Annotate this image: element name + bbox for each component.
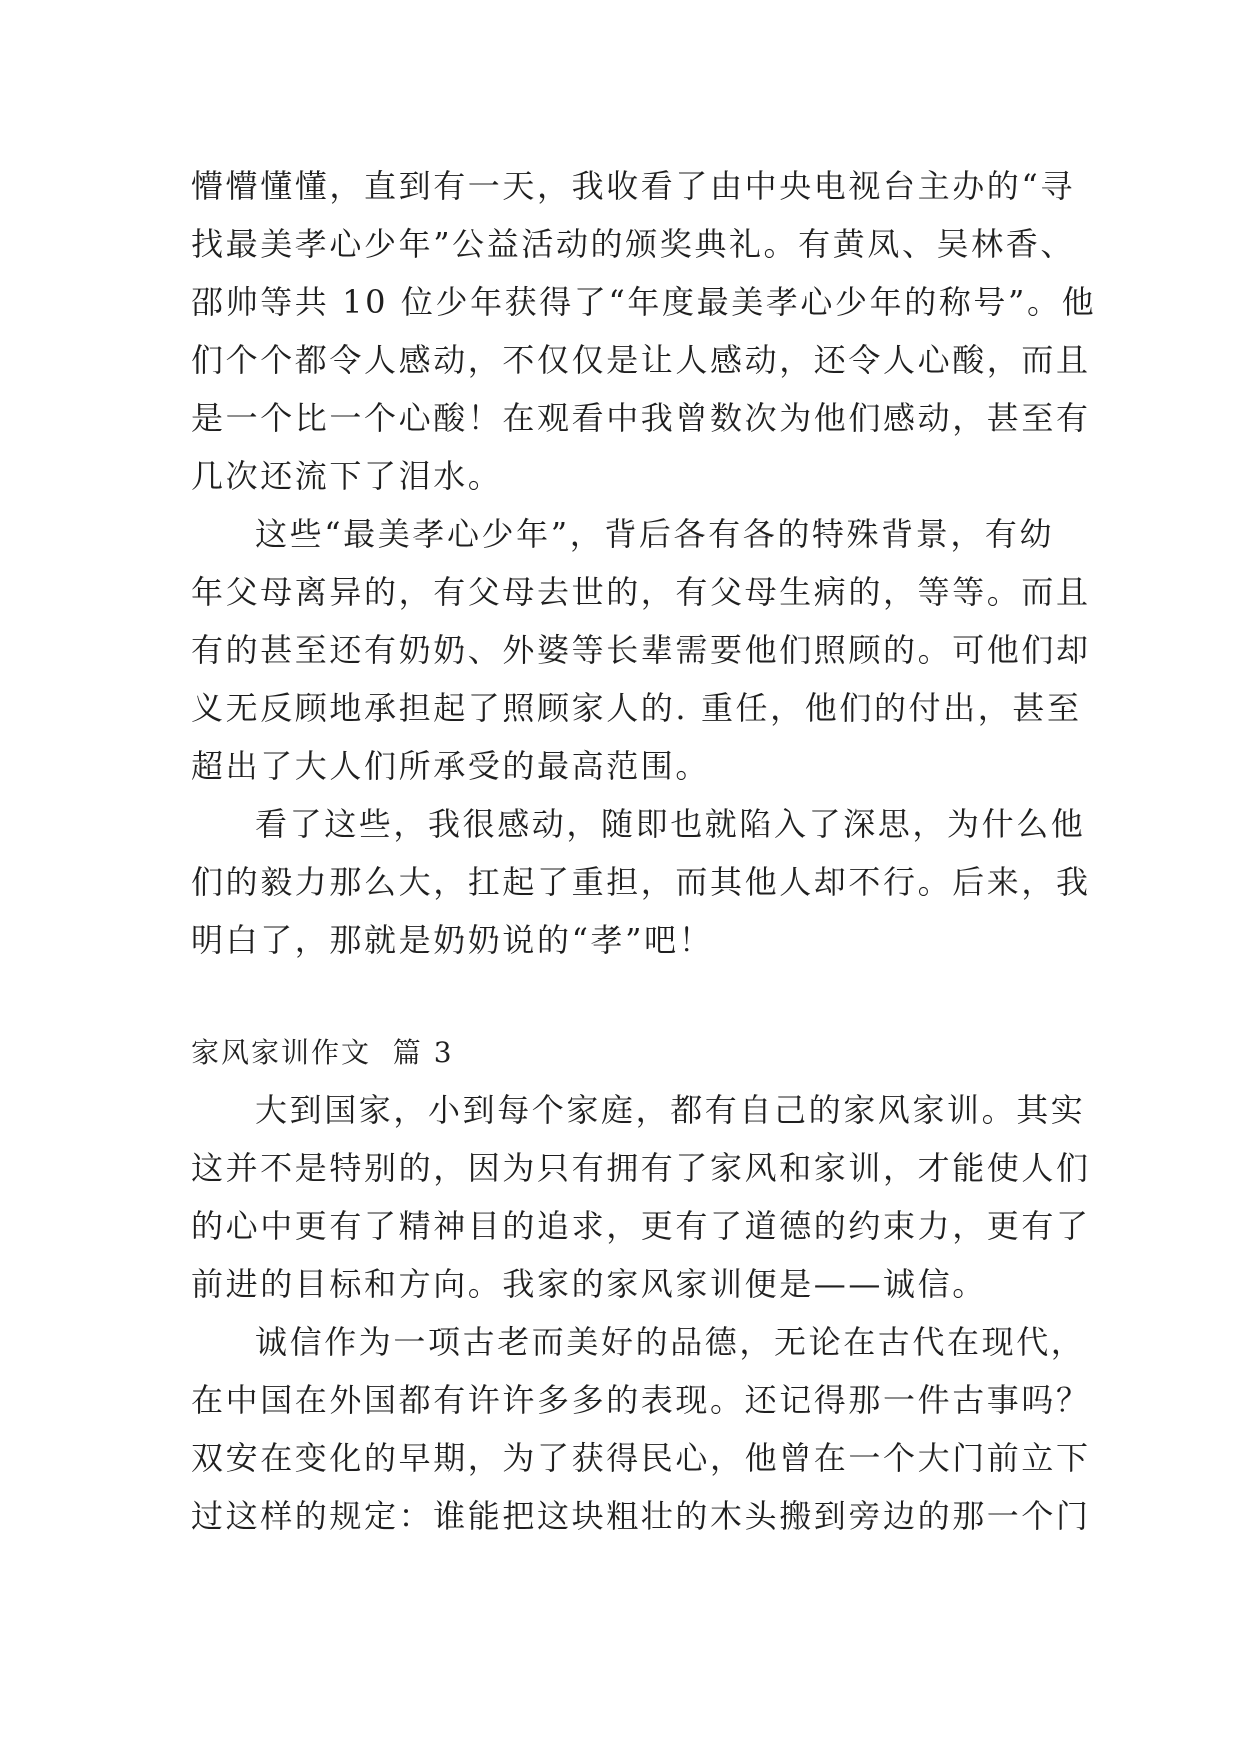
paragraph-line: 义无反顾地承担起了照顾家人的. 重任，他们的付出，甚至 <box>191 689 1082 727</box>
paragraph-line: 年父母离异的，有父母去世的，有父母生病的，等等。而且 <box>191 573 1091 611</box>
paragraph-line: 过这样的规定：谁能把这块粗壮的木头搬到旁边的那一个门 <box>191 1497 1091 1535</box>
paragraph-line: 们的毅力那么大，扛起了重担，而其他人却不行。后来，我 <box>191 863 1091 901</box>
paragraph-line: 大到国家，小到每个家庭，都有自己的家风家训。其实 <box>255 1091 1086 1129</box>
paragraph-line: 懵懵懂懂，直到有一天，我收看了由中央电视台主办的“寻 <box>191 167 1075 205</box>
paragraph-line: 有的甚至还有奶奶、外婆等长辈需要他们照顾的。可他们却 <box>191 631 1091 669</box>
paragraph-line: 看了这些，我很感动，随即也就陷入了深思，为什么他 <box>255 805 1086 843</box>
paragraph-line: 找最美孝心少年”公益活动的颁奖典礼。有黄凤、吴林香、 <box>191 225 1075 263</box>
paragraph-line: 是一个比一个心酸！在观看中我曾数次为他们感动，甚至有 <box>191 399 1091 437</box>
section-title: 家风家训作文 篇 3 <box>191 1036 454 1069</box>
paragraph-line: 双安在变化的早期，为了获得民心，他曾在一个大门前立下 <box>191 1439 1091 1477</box>
paragraph-line: 在中国在外国都有许许多多的表现。还记得那一件古事吗？ <box>191 1381 1091 1419</box>
paragraph-line: 几次还流下了泪水。 <box>191 457 503 495</box>
paragraph-line: 邵帅等共 10 位少年获得了“年度最美孝心少年的称号”。他 <box>191 283 1097 321</box>
paragraph-line: 的心中更有了精神目的追求，更有了道德的约束力，更有了 <box>191 1207 1091 1245</box>
paragraph-line: 这些“最美孝心少年”，背后各有各的特殊背景，有幼 <box>255 515 1055 553</box>
paragraph-line: 超出了大人们所承受的最高范围。 <box>191 747 711 785</box>
paragraph-line: 们个个都令人感动，不仅仅是让人感动，还令人心酸，而且 <box>191 341 1091 379</box>
paragraph-line: 前进的目标和方向。我家的家风家训便是——诚信。 <box>191 1265 987 1303</box>
paragraph-line: 这并不是特别的，因为只有拥有了家风和家训，才能使人们 <box>191 1149 1091 1187</box>
paragraph-line: 明白了，那就是奶奶说的“孝”吧！ <box>191 921 714 959</box>
paragraph-line: 诚信作为一项古老而美好的品德，无论在古代在现代， <box>255 1323 1086 1361</box>
